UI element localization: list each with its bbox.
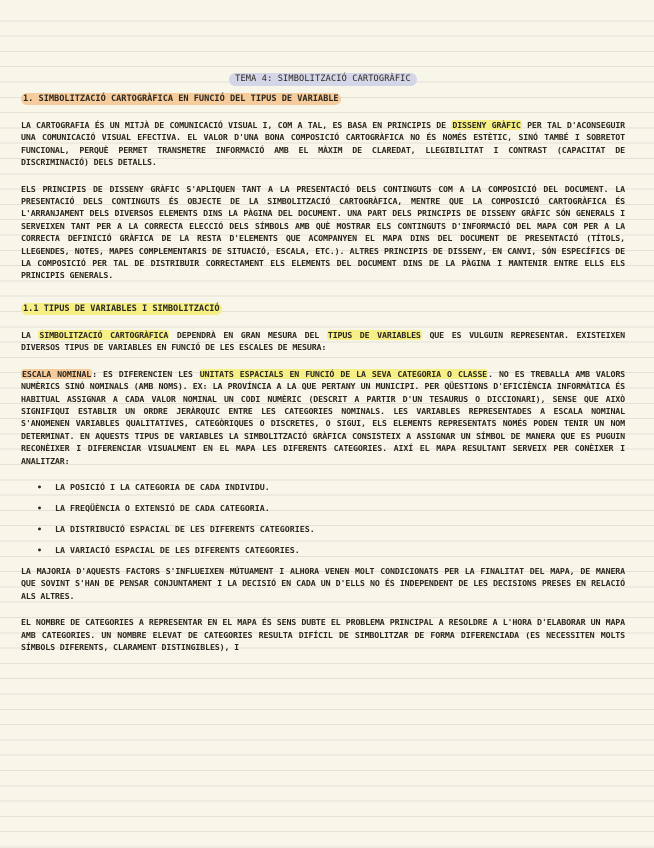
section-1-paragraph-2: ELS PRINCIPIS DE DISSENY GRÀFIC S'APLIQUEN TANT A LA PRESENTACIÓ DELS CONTINGUTS COM A LA COMPOSICIÓ DEL DOCUMENT. LA PRESENTACIÓ DELS CONTINGUTS ÉS OBJECTE DE LA SIMBOLITZACIÓ CARTOGRÀFICA, MENTRE QUE LA COMPOSICIÓ CARTOGRÀFICA ÉS L'ARRANJAMENT DELS DIVERSOS ELEMENTS DINS LA PÀGINA DEL DOCUMENT. UNA PART DELS PRINCIPIS DE DISSENY GRÀFIC SÓN GENERALS I SERVEIXEN TANT PER A LA CORRECTA ELECCIÓ DELS SÍMBOLS AMB QUÈ MOSTRAR ELS CONTINGUTS D'INFORMACIÓ DEL MAPA COM PER A LA CORRECTA DEFINICIÓ GRÀFICA DE LA RESTA D'ELEMENTS QUE ACOMPANYEN EL MAPA DINS DEL DOCUMENT DE PRESENTACIÓ (TÍTOLS, LLEGENDES, NOTES, MAPES COMPLEMENTARIS DE SITUACIÓ, ESCALA, ETC.). ALTRES PRINCIPIS DE DISSENY, EN CANVI, SÓN ESPECÍFICS DE LA COMPOSICIÓ PER TAL DE DISTRIBUIR CORRECTAMENT ELS ELEMENTS DEL DOCUMENT DINS DE LA PÀGINA I MANTENIR ENTRE ELLS ELS PRINCIPIS GENERALS.: [21, 183, 625, 281]
paragraph-text: QUE ES VULGUIN REPRESENTAR. EXISTEIXEN DIVERSOS TIPUS DE VARIABLES EN FUNCIÓ DE LES ESCALES DE MESURA:: [21, 329, 625, 353]
paragraph-text: : ES DIFERENCIEN LES: [92, 368, 199, 379]
paragraph-text: LA CARTOGRAFIA ÉS UN MITJÀ DE COMUNICACIÓ VISUAL I, COM A TAL, ES BASA EN PRINCIPIS DE: [21, 120, 452, 130]
paragraph-text: PER TAL D'ACONSEGUIR UNA COMUNICACIÓ VISUAL EFECTIVA. EL VALOR D'UNA BONA COMPOSICIÓ CARTOGRÀFICA NO ÉS NOMÉS ESTÈTIC, SINÓ TAMBÉ I SOBRETOT FUNCIONAL, PERQUÈ PERMET TRANSMETRE INFORMACIÓ AMB EL MÀXIM DE CLAREDAT, LLEGIBILITAT I CONTRAST (CAPACITAT DE DISCRIMINACIÓ) DELS DETALLS.: [21, 120, 626, 168]
section-1: [21, 86, 625, 282]
title-row: [21, 66, 625, 86]
term-escala-nominal: ESCALA NOMINAL: [22, 368, 92, 379]
paragraph-text: LA: [21, 329, 39, 340]
paragraph-text: DEPENDRÀ EN GRAN MESURA DEL: [169, 329, 327, 340]
highlight-disseny-grafic: DISSENY GRÀFIC: [452, 120, 521, 130]
document-title: TEMA 4: SIMBOLITZACIÓ CARTOGRÀFIC: [229, 73, 417, 86]
section-1-1-paragraph-4: EL NOMBRE DE CATEGORIES A REPRESENTAR EN EL MAPA ÉS SENS DUBTE EL PROBLEMA PRINCIPAL A RESOLDRE A L'HORA D'ELABORAR UN MAPA AMB CATEGORIES. UN NOMBRE ELEVAT DE CATEGORIES RESULTA DIFÍCIL DE SIMBOLITZAR DE FORMA DIFERENCIADA (ES NECESSITEN MOLTS SÍMBOLS DIFERENTS, CLARAMENT DISTINGIBLES), I: [21, 617, 625, 652]
section-1-1-paragraph-1: [21, 329, 625, 354]
list-item: • LA POSICIÓ I LA CATEGORIA DE CADA INDIVIDU.: [37, 481, 625, 493]
highlight-tipus-variables: TIPUS DE VARIABLES: [327, 329, 421, 340]
section-1-1-paragraph-2: [21, 368, 625, 467]
section-1-1: [21, 296, 625, 654]
section-1-paragraph-1: [21, 119, 625, 169]
list-item: • LA DISTRIBUCIÓ ESPACIAL DE LES DIFERENTS CATEGORIES.: [37, 523, 625, 535]
document-page: [21, 66, 625, 653]
highlight-unitats-espacials: UNITATS ESPACIALS EN FUNCIÓ DE LA SEVA CATEGORIA O CLASSE: [199, 368, 488, 379]
section-1-heading: 1. SIMBOLITZACIÓ CARTOGRÀFICA EN FUNCIÓ DEL TIPUS DE VARIABLE: [23, 94, 339, 104]
section-1-1-paragraph-3: LA MAJORIA D'AQUESTS FACTORS S'INFLUEIXEN MÚTUAMENT I ALHORA VENEN MOLT CONDICIONATS PER LA FINALITAT DEL MAPA, DE MANERA QUE SOVINT S'HAN DE PENSAR CONJUNTAMENT I LA DECISIÓ EN CADA UN D'ELLS NO ÉS INDEPENDENT DE LES DECISIONS PRESES EN RELACIÓ ALS ALTRES.: [21, 565, 625, 601]
list-item: • LA VARIACIÓ ESPACIAL DE LES DIFERENTS CATEGORIES.: [37, 544, 625, 556]
paragraph-text: . NO ES TREBALLA AMB VALORS NUMÈRICS SINÓ NOMINALS (AMB NOMS). EX: LA PROVÍNCIA A LA QUE PERTANY UN MUNICIPI. PER QÜESTIONS D'EFICIÈNCIA INFORMÀTICA ÉS HABITUAL ASSIGNAR A CADA VALOR NOMINAL UN CODI NUMÈRIC (DESCRIT A PARTIR D'UN TESAURUS O DICCIONARI), SENSE QUE AIXÒ SIGNIFIQUI ESTABLIR UN ORDRE JERÀRQUIC ENTRE LES CATEGORIES NOMINALS. LES VARIABLES REPRESENTADES A ESCALA NOMINAL S'ANOMENEN VARIABLES QUALITATIVES, CATEGÒRIQUES O DISCRETES, O SIGUI, ELS ELEMENTS REPRESENTATS NOMÉS PODEN TENIR UN NOM DETERMINAT. EN AQUESTS TIPUS DE VARIABLES LA SIMBOLITZACIÓ GRÀFICA CONSISTEIX A ASSIGNAR UN SÍMBOL DE MANERA QUE ES PUGUIN RECONÈIXER I DIFERENCIAR VISUALMENT EN EL MAPA LES DIFERENTS CATEGORIES. AIXÍ EL MAPA RESULTANT SERVEIX PER CONÈIXER I ANALITZAR:: [21, 368, 626, 466]
bullet-list: [21, 481, 625, 556]
section-1-1-heading: 1.1 TIPUS DE VARIABLES I SIMBOLITZACIÓ: [23, 303, 220, 314]
list-item: • LA FREQÜÈNCIA O EXTENSIÓ DE CADA CATEGORIA.: [37, 502, 625, 514]
highlight-simbolitzacio: SIMBOLITZACIÓ CARTOGRÀFICA: [39, 329, 169, 340]
